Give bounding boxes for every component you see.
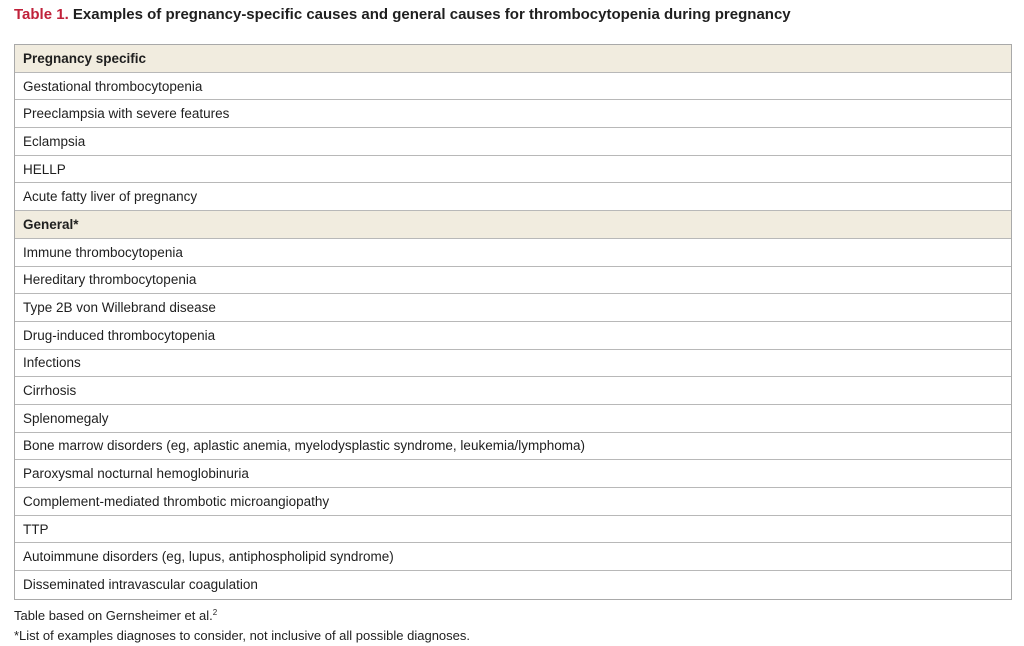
table-row: Hereditary thrombocytopenia <box>15 267 1011 295</box>
causes-table <box>14 44 1012 600</box>
table-row: Eclampsia <box>15 128 1011 156</box>
table-number-label: Table 1. <box>14 6 69 23</box>
table-row: Paroxysmal nocturnal hemoglobinuria <box>15 460 1011 488</box>
table-row: HELLP <box>15 156 1011 184</box>
source-note <box>14 603 470 626</box>
source-reference-number: 2 <box>212 608 218 617</box>
table-row: Gestational thrombocytopenia <box>15 73 1011 101</box>
table-row: Autoimmune disorders (eg, lupus, antiphospholipid syndrome) <box>15 543 1011 571</box>
table-row: Disseminated intravascular coagulation <box>23 577 258 593</box>
table-title: Examples of pregnancy-specific causes and general causes for thrombocytopenia during pregnancy <box>72 6 791 23</box>
table-row: Bone marrow disorders (eg, aplastic anemia, myelodysplastic syndrome, leukemia/lymphoma) <box>15 433 1011 461</box>
table-row: Splenomegaly <box>15 405 1011 433</box>
table-notes <box>14 603 470 646</box>
table-row: Preeclampsia with severe features <box>15 100 1011 128</box>
section-heading-general: General* <box>15 211 1011 239</box>
footnote: *List of examples diagnoses to consider, not inclusive of all possible diagnoses. <box>14 628 470 643</box>
table-row: Complement-mediated thrombotic microangiopathy <box>15 488 1011 516</box>
table-row: TTP <box>15 516 1011 544</box>
source-note-text: Table based on Gernsheimer et al. <box>14 608 213 623</box>
table-row: Immune thrombocytopenia <box>15 239 1011 267</box>
table-row: Cirrhosis <box>15 377 1011 405</box>
table-caption <box>14 6 791 23</box>
table-row: Type 2B von Willebrand disease <box>15 294 1011 322</box>
section-heading-pregnancy-specific: Pregnancy specific <box>15 45 1011 73</box>
table-row: Drug-induced thrombocytopenia <box>15 322 1011 350</box>
table-row: Acute fatty liver of pregnancy <box>15 183 1011 211</box>
table-row: Infections <box>15 350 1011 378</box>
